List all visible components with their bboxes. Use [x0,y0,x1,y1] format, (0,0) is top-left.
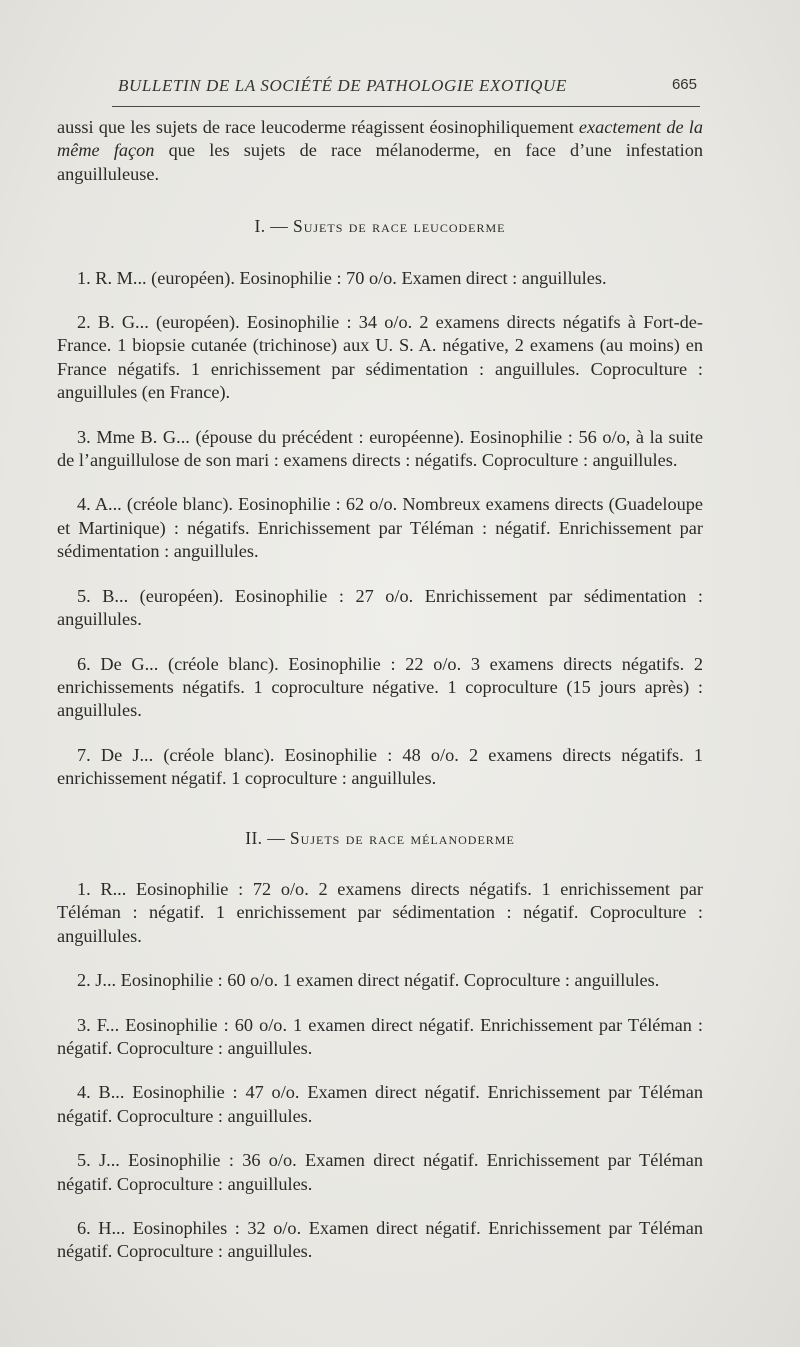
section-title: Sujets de race mélanoderme [289,827,515,848]
case-item: 1. R. M... (européen). Eosinophilie : 70 o/o. Examen direct : anguillules. [77,267,607,288]
case-item: 4. B... Eosinophilie : 47 o/o. Examen direct négatif. Enrichissement par Téléman négatif. Coproculture : anguillules. [57,1082,703,1126]
section-title: Sujets de race leucoderme [292,216,506,237]
body-text [57,116,703,1264]
case-item: 2. B. G... (européen). Eosinophilie : 34 o/o. 2 examens directs négatifs à Fort-de-France. 1 biopsie cutanée (trichinose) aux U. S. A. négative, 2 examens (au moins) en France négatifs. 1 enrichissement par sédimentation : anguillules. Coproculture : anguillules (en France). [57,312,703,403]
section-number: I. [254,216,266,237]
running-title: BULLETIN DE LA SOCIÉTÉ DE PATHOLOGIE EXOTIQUE [118,76,567,95]
intro-emphasis: exactement de la même façon [57,117,703,161]
section-heading-leucoderme [57,215,703,238]
case-item: 7. De J... (créole blanc). Eosinophilie : 48 o/o. 2 examens directs négatifs. 1 enrichissement négatif. 1 coproculture : anguillules. [57,744,703,789]
running-header [112,74,697,100]
case-item: 4. A... (créole blanc). Eosinophilie : 62 o/o. Nombreux examens directs (Guadeloupe et Martinique) : négatifs. Enrichissement par Téléman : négatif. Enrichissement par sédimentation : anguillules. [57,494,703,562]
intro-text-end: que les sujets de race mélanoderme, en face d’une infestation anguilluleuse. [57,140,703,184]
case-item: 5. J... Eosinophilie : 36 o/o. Examen direct négatif. Enrichissement par Téléman négatif. Coproculture : anguillules. [57,1150,703,1194]
case-item: 6. H... Eosinophiles : 32 o/o. Examen direct négatif. Enrichissement par Téléman négatif. Coproculture : anguillules. [57,1218,703,1262]
intro-text-start: aussi que les sujets de race leucoderme réagissent éosinophiliquement [57,117,579,137]
header-rule [112,106,700,107]
intro-paragraph [57,116,703,186]
section-dash: — [267,827,286,848]
case-item: 1. R... Eosinophilie : 72 o/o. 2 examens directs négatifs. 1 enrichissement par Téléman : négatif. 1 enrichissement par sédimentation : négatif. Coproculture : anguillules. [57,878,703,946]
section-number: II. [245,827,263,848]
page-number: 665 [671,76,697,93]
case-item: 5. B... (européen). Eosinophilie : 27 o/o. Enrichissement par sédimentation : anguillules. [57,585,703,630]
case-item: 3. Mme B. G... (épouse du précédent : européenne). Eosinophilie : 56 o/o, à la suite de l’anguillulose de son mari : examens directs : négatifs. Coproculture : anguillules. [57,426,703,471]
section-dash: — [270,216,289,237]
section-heading-melanoderme [57,827,703,850]
case-item: 3. F... Eosinophilie : 60 o/o. 1 examen direct négatif. Enrichissement par Téléman : négatif. Coproculture : anguillules. [57,1014,703,1058]
case-item: 2. J... Eosinophilie : 60 o/o. 1 examen direct négatif. Coproculture : anguillules. [77,970,660,991]
case-item: 6. De G... (créole blanc). Eosinophilie : 22 o/o. 3 examens directs négatifs. 2 enrichissements négatifs. 1 coproculture négative. 1 coproculture (15 jours après) : anguillules. [57,653,703,721]
